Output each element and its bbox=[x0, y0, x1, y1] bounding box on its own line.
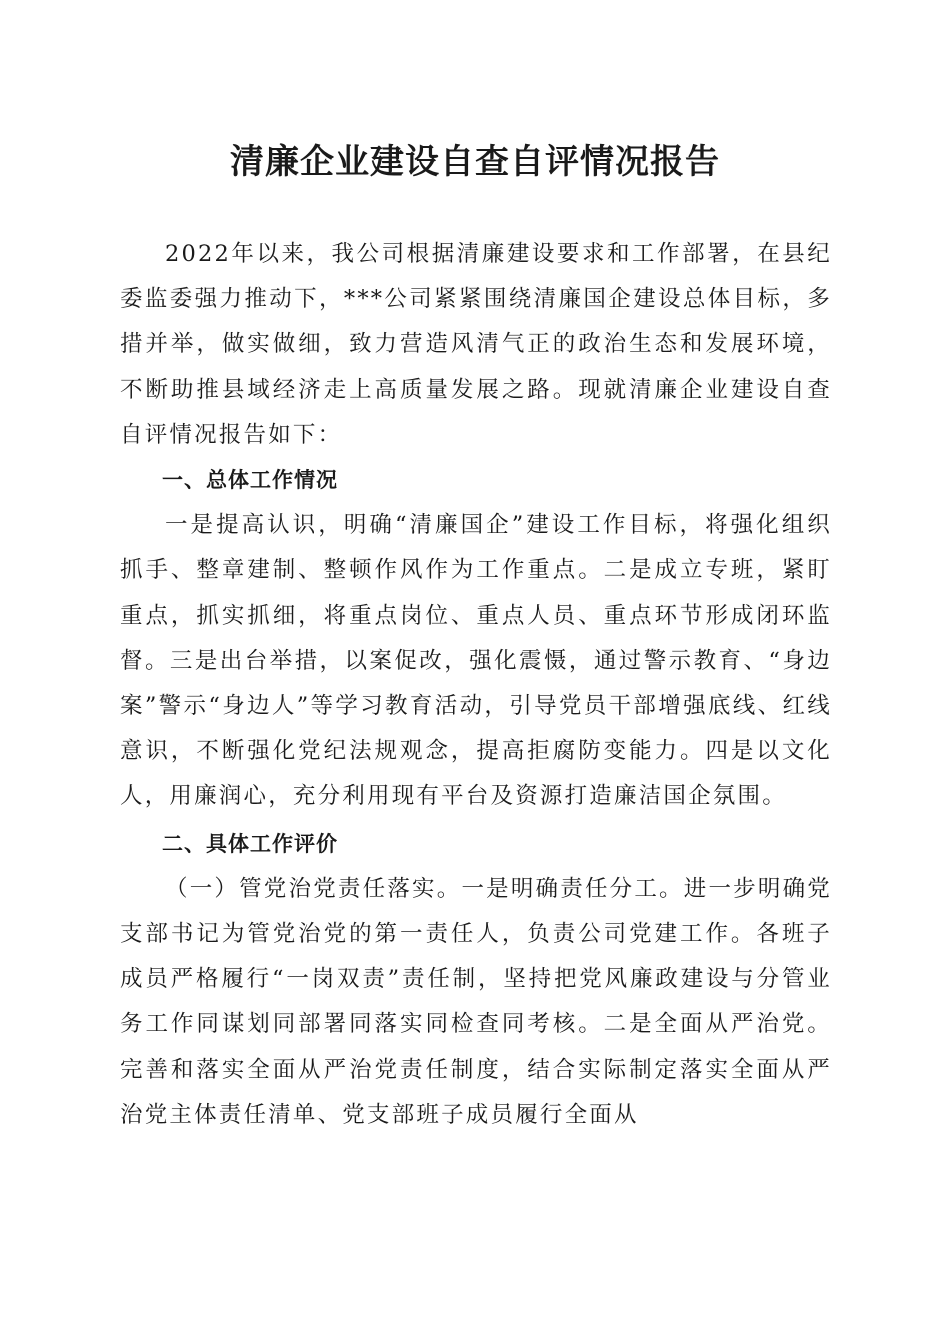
intro-paragraph: 2022年以来，我公司根据清廉建设要求和工作部署，在县纪委监委强力推动下，***公司紧紧围绕清廉国企建设总体目标，多措并举，做实做细，致力营造风清气正的政治生态和发展环境，不断助推县域经济走上高质量发展之路。现就清廉企业建设自查自评情况报告如下： bbox=[120, 241, 832, 448]
section-paragraph-evaluation bbox=[120, 867, 832, 1138]
section-heading-overall: 一、总体工作情况 bbox=[162, 468, 338, 493]
subsection-heading: （一）管党治党责任落实。 bbox=[165, 875, 462, 902]
section-heading-evaluation: 二、具体工作评价 bbox=[162, 831, 338, 856]
document-body bbox=[120, 232, 832, 1138]
document-title: 清廉企业建设自查自评情况报告 bbox=[230, 142, 720, 182]
subsection-text: 一是明确责任分工。进一步明确党支部书记为管党治党的第一责任人，负责公司党建工作。各班子成员严格履行“一岗双责”责任制，坚持把党风廉政建设与分管业务工作同谋划同部署同落实同检查同考核。二是全面从严治党。完善和落实全面从严治党责任制度，结合实际制定落实全面从严治党主体责任清单、党支部班子成员履行全面从 bbox=[120, 875, 832, 1128]
section-paragraph-overall: 一是提高认识，明确“清廉国企”建设工作目标，将强化组织抓手、整章建制、整顿作风作为工作重点。二是成立专班，紧盯重点，抓实抓细，将重点岗位、重点人员、重点环节形成闭环监督。三是出台举措，以案促改，强化震慑，通过警示教育、“身边案”警示“身边人”等学习教育活动，引导党员干部增强底线、红线意识，不断强化党纪法规观念，提高拒腐防变能力。四是以文化人，用廉润心，充分利用现有平台及资源打造廉洁国企氛围。 bbox=[120, 512, 832, 810]
